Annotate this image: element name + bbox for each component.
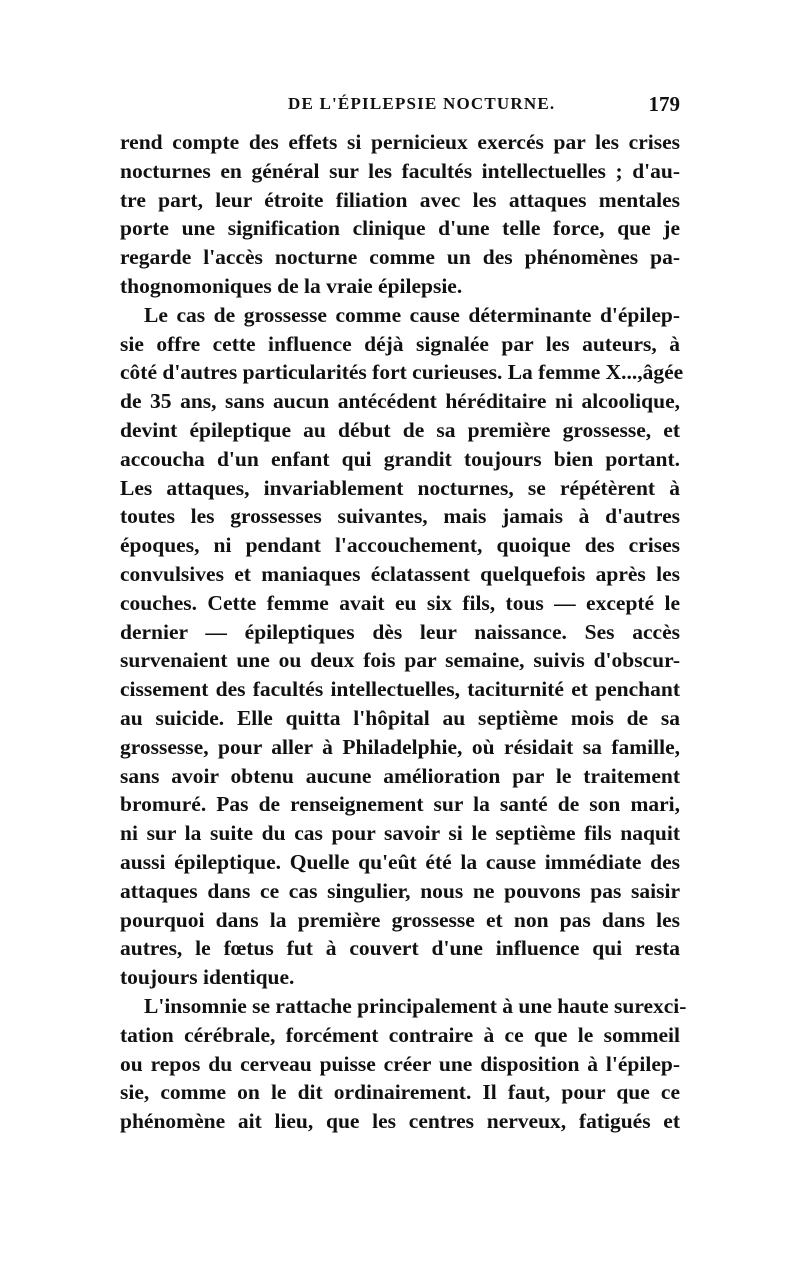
text-line: cissement des facultés intellectuelles, taciturnité et penchant [120,677,680,702]
text-line: tre part, leur étroite filiation avec les attaques mentales [120,187,680,212]
text-line: pourquoi dans la première grossesse et non pas dans les [120,907,680,932]
text-line: porte une signification clinique d'une telle force, que je [120,216,680,241]
text-line: convulsives et maniaques éclatassent quelquefois après les [120,561,680,586]
text-line: accoucha d'un enfant qui grandit toujours bien portant. [120,446,680,471]
text-line: aussi épileptique. Quelle qu'eût été la cause immédiate des [120,849,680,874]
text-line: sie, comme on le dit ordinairement. Il faut, pour que ce [120,1080,680,1105]
text-line: au suicide. Elle quitta l'hôpital au septième mois de sa [120,705,680,730]
text-line: grossesse, pour aller à Philadelphie, où résidait sa famille, [120,734,680,759]
text-line: devint épileptique au début de sa première grossesse, et [120,417,680,442]
text-line: toujours identique. [120,965,295,990]
text-line: dernier — épileptiques dès leur naissance. Ses accès [120,619,680,644]
text-line: Les attaques, invariablement nocturnes, se répétèrent à [120,475,680,500]
text-line: ou repos du cerveau puisse créer une disposition à l'épilep- [120,1051,680,1076]
text-line: Le cas de grossesse comme cause déterminante d'épilep- [144,302,680,327]
text-line: toutes les grossesses suivantes, mais jamais à d'autres [120,504,680,529]
text-line: phénomène ait lieu, que les centres nerveux, fatigués et [120,1109,680,1134]
paragraph [120,128,680,301]
text-line: survenaient une ou deux fois par semaine, suivis d'obscur- [120,648,680,673]
text-line: bromuré. Pas de renseignement sur la santé de son mari, [120,792,680,817]
page-header [120,92,680,120]
text-line: sans avoir obtenu aucune amélioration par le traitement [120,763,680,788]
paragraph [120,992,687,1136]
page-number: 179 [648,92,680,116]
text-line: ni sur la suite du cas pour savoir si le septième fils naquit [120,821,680,846]
running-title: DE L'ÉPILEPSIE NOCTURNE. [288,94,556,113]
text-line: L'insomnie se rattache principalement à une haute surexci- [144,993,687,1018]
text-line: attaques dans ce cas singulier, nous ne pouvons pas saisir [120,878,680,903]
text-line: tation cérébrale, forcément contraire à ce que le sommeil [120,1022,680,1047]
text-line: sie offre cette influence déjà signalée par les auteurs, à [120,331,680,356]
text-line: thognomoniques de la vraie épilepsie. [120,273,463,298]
text-line: côté d'autres particularités fort curieuses. La femme X...,âgée [120,360,684,385]
paragraph [120,301,684,992]
text-line: rend compte des effets si pernicieux exercés par les crises [120,130,680,154]
text-line: nocturnes en général sur les facultés intellectuelles ; d'au- [120,158,680,183]
text-line: regarde l'accès nocturne comme un des phénomènes pa- [120,245,680,270]
text-line: de 35 ans, sans aucun antécédent héréditaire ni alcoolique, [120,389,680,414]
text-line: couches. Cette femme avait eu six fils, tous — excepté le [120,590,680,615]
text-line: époques, ni pendant l'accouchement, quoique des crises [120,533,680,558]
text-body [120,128,687,1136]
text-line: autres, le fœtus fut à couvert d'une influence qui resta [120,936,680,961]
